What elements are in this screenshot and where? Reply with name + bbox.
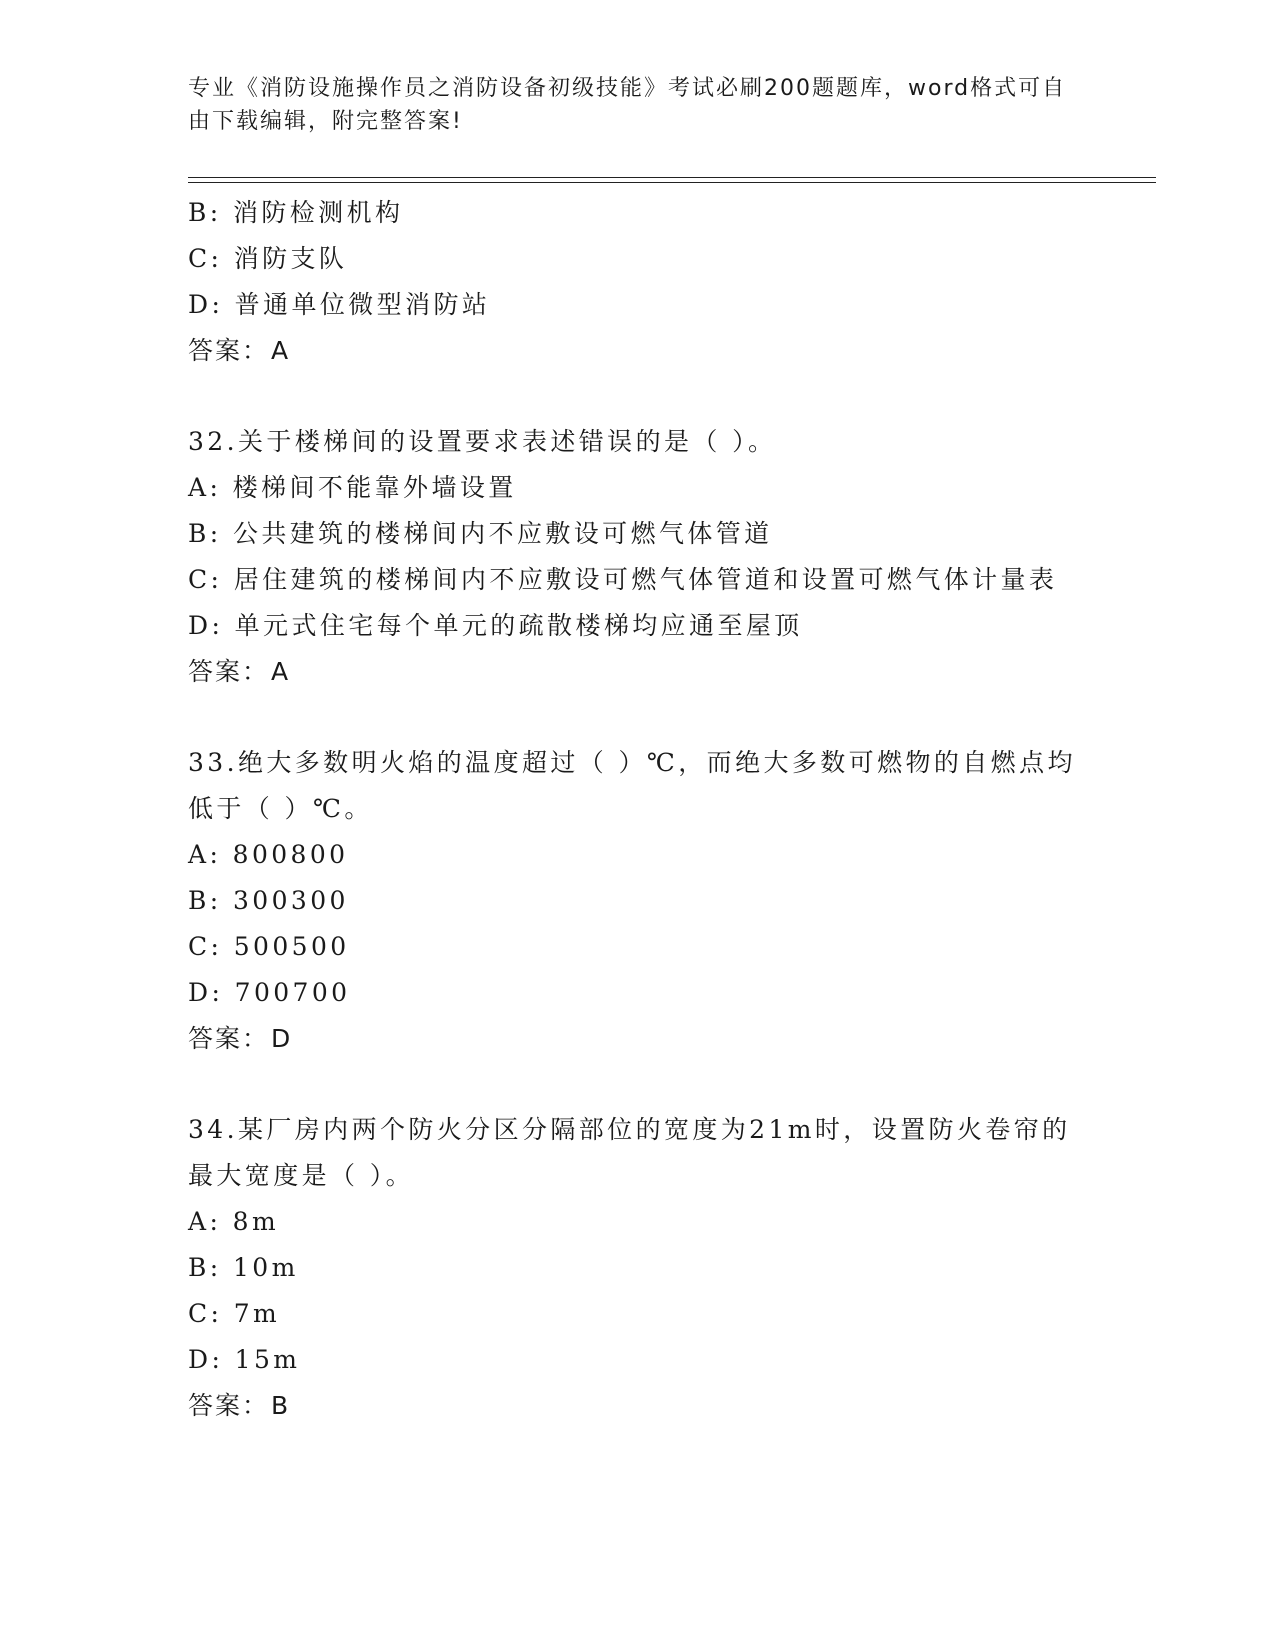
option-text: 700700 <box>234 978 351 1007</box>
option-line <box>188 557 1088 603</box>
answer-label: 答案： <box>188 1391 270 1420</box>
option-line <box>188 1291 1088 1337</box>
option-text: 15m <box>234 1345 301 1374</box>
option-line <box>188 236 1088 282</box>
answer-line <box>188 328 1088 374</box>
answer-label: 答案： <box>188 336 270 365</box>
question-text <box>188 419 1078 465</box>
option-letter: C: <box>188 1299 223 1328</box>
question-text <box>188 1107 1078 1199</box>
option-line <box>188 1337 1088 1383</box>
option-line <box>188 465 1088 511</box>
option-text: 普通单位微型消防站 <box>234 290 491 319</box>
answer-label: 答案： <box>188 1024 270 1053</box>
option-line <box>188 190 1088 236</box>
header-rule-bottom <box>188 182 1156 183</box>
option-text: 500500 <box>233 932 350 961</box>
question-stem: 绝大多数明火焰的温度超过（ ）℃，而绝大多数可燃物的自燃点均低于（ ）℃。 <box>188 748 1076 823</box>
option-line <box>188 603 1088 649</box>
option-letter: A: <box>188 840 222 869</box>
question-number: 34. <box>188 1115 238 1144</box>
option-letter: C: <box>188 244 223 273</box>
option-text: 消防支队 <box>233 244 348 273</box>
option-line <box>188 511 1088 557</box>
option-letter: C: <box>188 932 223 961</box>
answer-line <box>188 1016 1088 1062</box>
answer-line <box>188 1383 1088 1429</box>
option-line <box>188 282 1088 328</box>
option-text: 楼梯间不能靠外墙设置 <box>232 473 517 502</box>
option-text: 800800 <box>232 840 349 869</box>
option-line <box>188 878 1088 924</box>
carryover-block <box>188 190 1088 374</box>
question-number: 32. <box>188 427 238 456</box>
question-number: 33. <box>188 748 238 777</box>
option-letter: B: <box>188 519 222 548</box>
answer-line <box>188 649 1088 695</box>
option-text: 居住建筑的楼梯间内不应敷设可燃气体管道和设置可燃气体计量表 <box>233 565 1058 594</box>
header-text: 专业《消防设施操作员之消防设备初级技能》考试必刷200题题库，word格式可自由下载编辑，附完整答案! <box>188 76 1067 134</box>
option-text: 8m <box>232 1207 280 1236</box>
option-line <box>188 970 1088 1016</box>
question-block <box>188 1107 1088 1429</box>
option-text: 公共建筑的楼梯间内不应敷设可燃气体管道 <box>232 519 773 548</box>
question-block <box>188 740 1088 1062</box>
option-letter: B: <box>188 886 222 915</box>
answer-value: B <box>271 1391 291 1420</box>
option-text: 单元式住宅每个单元的疏散楼梯均应通至屋顶 <box>234 611 803 640</box>
option-letter: A: <box>188 1207 222 1236</box>
option-text: 7m <box>233 1299 281 1328</box>
option-text: 消防检测机构 <box>232 198 404 227</box>
option-letter: B: <box>188 1253 222 1282</box>
option-letter: D: <box>188 1345 224 1374</box>
option-text: 10m <box>232 1253 299 1282</box>
question-block <box>188 419 1088 695</box>
option-letter: D: <box>188 978 224 1007</box>
answer-value: D <box>271 1024 293 1053</box>
option-line <box>188 924 1088 970</box>
option-letter: C: <box>188 565 223 594</box>
option-line <box>188 1199 1088 1245</box>
question-text <box>188 740 1078 832</box>
answer-value: A <box>271 657 291 686</box>
option-letter: D: <box>188 611 224 640</box>
document-content <box>188 190 1088 1429</box>
option-letter: A: <box>188 473 222 502</box>
option-line <box>188 1245 1088 1291</box>
header-rule-top <box>188 177 1156 178</box>
question-stem: 关于楼梯间的设置要求表述错误的是（ ）。 <box>237 427 777 456</box>
answer-label: 答案： <box>188 657 270 686</box>
option-line <box>188 832 1088 878</box>
option-letter: B: <box>188 198 222 227</box>
document-header <box>188 72 1068 138</box>
answer-value: A <box>271 336 291 365</box>
option-letter: D: <box>188 290 224 319</box>
question-stem: 某厂房内两个防火分区分隔部位的宽度为21m时，设置防火卷帘的最大宽度是（ ）。 <box>188 1115 1071 1190</box>
option-text: 300300 <box>232 886 349 915</box>
